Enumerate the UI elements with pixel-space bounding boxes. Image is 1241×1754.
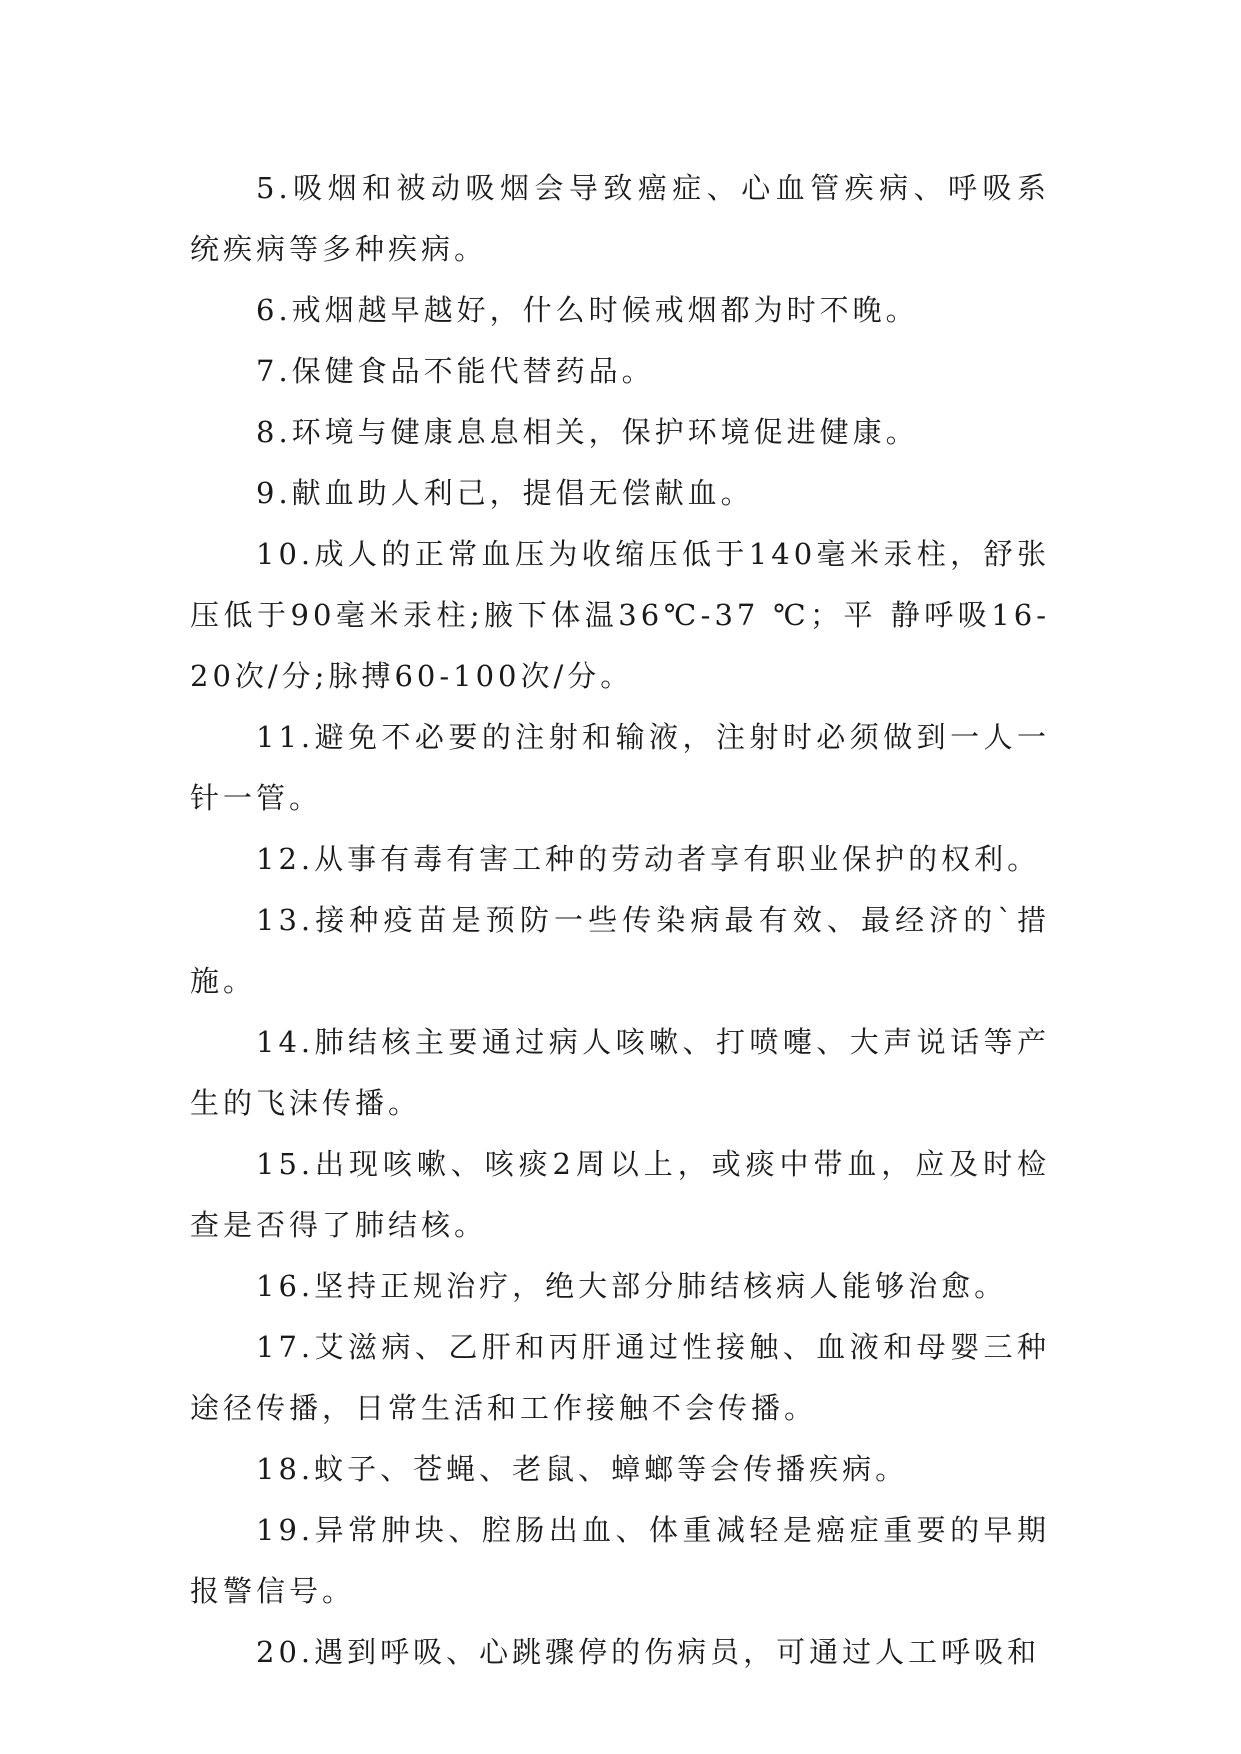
- paragraph-item-9: 9.献血助人利己，提倡无偿献血。: [256, 476, 754, 510]
- document-page: [190, 158, 1050, 1683]
- paragraph-item-8: 8.环境与健康息息相关，保护环境促进健康。: [256, 415, 919, 449]
- paragraph-item-20: 20.遇到呼吸、心跳骤停的伤病员，可通过人工呼吸和: [256, 1635, 1041, 1669]
- paragraph-item-15: 15.出现咳嗽、咳痰2周以上，或痰中带血，应及时检查是否得了肺结核。: [190, 1147, 1050, 1242]
- paragraph-item-6: 6.戒烟越早越好，什么时候戒烟都为时不晚。: [256, 293, 919, 327]
- paragraph-item-18: 18.蚊子、苍蝇、老鼠、蟑螂等会传播疾病。: [256, 1452, 909, 1486]
- paragraph-item-7: 7.保健食品不能代替药品。: [256, 354, 655, 388]
- paragraph-item-17: 17.艾滋病、乙肝和丙肝通过性接触、血液和母婴三种途径传播，日常生活和工作接触不会传播。: [190, 1330, 1050, 1425]
- paragraph-item-5: 5.吸烟和被动吸烟会导致癌症、心血管疾病、呼吸系统疾病等多种疾病。: [190, 171, 1050, 266]
- paragraph-item-13: 13.接种疫苗是预防一些传染病最有效、最经济的`措施。: [190, 903, 1050, 998]
- paragraph-item-12: 12.从事有毒有害工种的劳动者享有职业保护的权利。: [256, 842, 1041, 876]
- paragraph-item-16: 16.坚持正规治疗，绝大部分肺结核病人能够治愈。: [256, 1269, 1008, 1303]
- paragraph-item-19: 19.异常肿块、腔肠出血、体重减轻是癌症重要的早期报警信号。: [190, 1513, 1050, 1608]
- paragraph-item-11: 11.避免不必要的注射和输液，注射时必须做到一人一针一管。: [190, 720, 1050, 815]
- paragraph-item-10: 10.成人的正常血压为收缩压低于140毫米汞柱，舒张压低于90毫米汞柱;腋下体温36℃-37 ℃；平 静呼吸16-20次/分;脉搏60-100次/分。: [190, 537, 1050, 693]
- paragraph-item-14: 14.肺结核主要通过病人咳嗽、打喷嚏、大声说话等产生的飞沫传播。: [190, 1025, 1050, 1120]
